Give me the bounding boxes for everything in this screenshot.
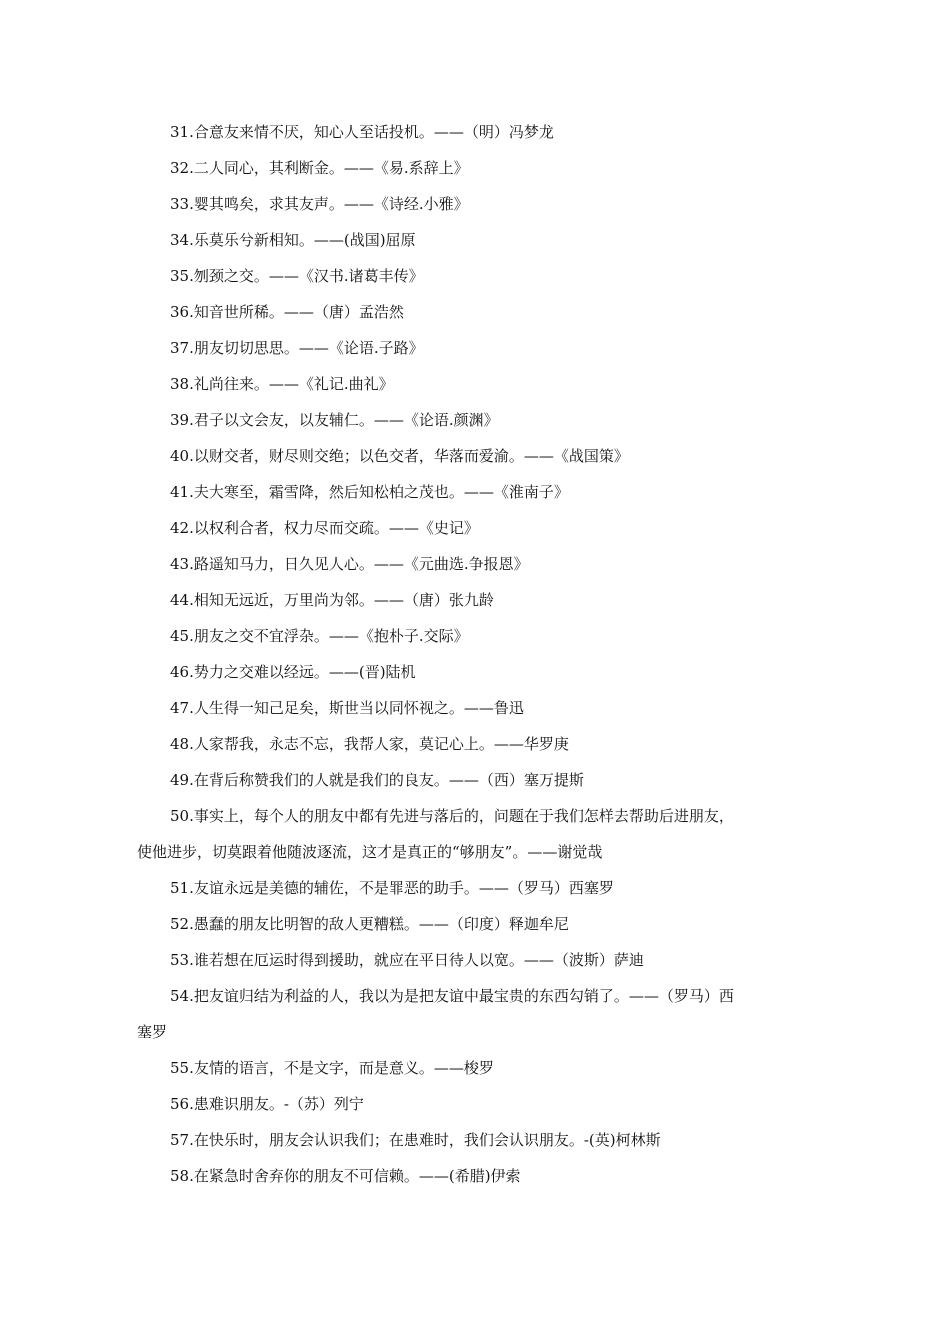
quote-39: 39.君子以文会友，以友辅仁。——《论语.颜渊》 bbox=[170, 411, 499, 429]
quote-54-line-1: 54.把友谊归结为利益的人，我以为是把友谊中最宝贵的东西勾销了。——（罗马）西 bbox=[170, 987, 734, 1005]
quote-50-line-1: 50.事实上，每个人的朋友中都有先进与落后的，问题在于我们怎样去帮助后进朋友， bbox=[170, 807, 734, 825]
quote-34: 34.乐莫乐兮新相知。——(战国)屈原 bbox=[170, 231, 416, 249]
quote-40: 40.以财交者，财尽则交绝；以色交者，华落而爱渝。——《战国策》 bbox=[170, 447, 629, 465]
quote-37: 37.朋友切切思思。——《论语.子路》 bbox=[170, 339, 424, 357]
quote-48: 48.人家帮我，永志不忘，我帮人家，莫记心上。——华罗庚 bbox=[170, 735, 569, 753]
quote-54-line-2: 塞罗 bbox=[137, 1023, 168, 1041]
quote-57: 57.在快乐时，朋友会认识我们；在患难时，我们会认识朋友。-(英)柯林斯 bbox=[170, 1131, 661, 1149]
quote-44: 44.相知无远近，万里尚为邻。——（唐）张九龄 bbox=[170, 591, 494, 609]
quote-42: 42.以权利合者，权力尽而交疏。——《史记》 bbox=[170, 519, 479, 537]
quote-55: 55.友情的语言，不是文字，而是意义。——梭罗 bbox=[170, 1059, 494, 1077]
quote-43: 43.路遥知马力，日久见人心。——《元曲选.争报恩》 bbox=[170, 555, 529, 573]
quote-49: 49.在背后称赞我们的人就是我们的良友。——（西）塞万提斯 bbox=[170, 771, 584, 789]
quote-50 bbox=[137, 806, 817, 862]
quote-35: 35.刎颈之交。——《汉书.诸葛丰传》 bbox=[170, 267, 424, 285]
quote-38: 38.礼尚往来。——《礼记.曲礼》 bbox=[170, 375, 394, 393]
quote-47: 47.人生得一知己足矣，斯世当以同怀视之。——鲁迅 bbox=[170, 699, 524, 717]
quote-46: 46.势力之交难以经远。——(晋)陆机 bbox=[170, 663, 416, 681]
quote-50-line-2: 使他进步，切莫跟着他随波逐流，这才是真正的“够朋友”。——谢觉哉 bbox=[137, 843, 603, 861]
quote-36: 36.知音世所稀。——（唐）孟浩然 bbox=[170, 303, 404, 321]
quote-58: 58.在紧急时舍弃你的朋友不可信赖。——(希腊)伊索 bbox=[170, 1167, 521, 1185]
quote-45: 45.朋友之交不宜浮杂。——《抱朴子.交际》 bbox=[170, 627, 469, 645]
quote-56: 56.患难识朋友。-（苏）列宁 bbox=[170, 1095, 364, 1113]
quote-list bbox=[137, 122, 817, 1202]
quote-51: 51.友谊永远是美德的辅佐，不是罪恶的助手。——（罗马）西塞罗 bbox=[170, 879, 614, 897]
quote-41: 41.夫大寒至，霜雪降，然后知松柏之茂也。——《淮南子》 bbox=[170, 483, 569, 501]
quote-52: 52.愚蠢的朋友比明智的敌人更糟糕。——（印度）释迦牟尼 bbox=[170, 915, 569, 933]
quote-53: 53.谁若想在厄运时得到援助，就应在平日待人以宽。——（波斯）萨迪 bbox=[170, 951, 644, 969]
quote-33: 33.婴其鸣矣，求其友声。——《诗经.小雅》 bbox=[170, 195, 469, 213]
quote-31: 31.合意友来情不厌，知心人至话投机。——（明）冯梦龙 bbox=[170, 123, 554, 141]
quote-32: 32.二人同心，其利断金。——《易.系辞上》 bbox=[170, 159, 469, 177]
quote-54 bbox=[137, 986, 817, 1042]
